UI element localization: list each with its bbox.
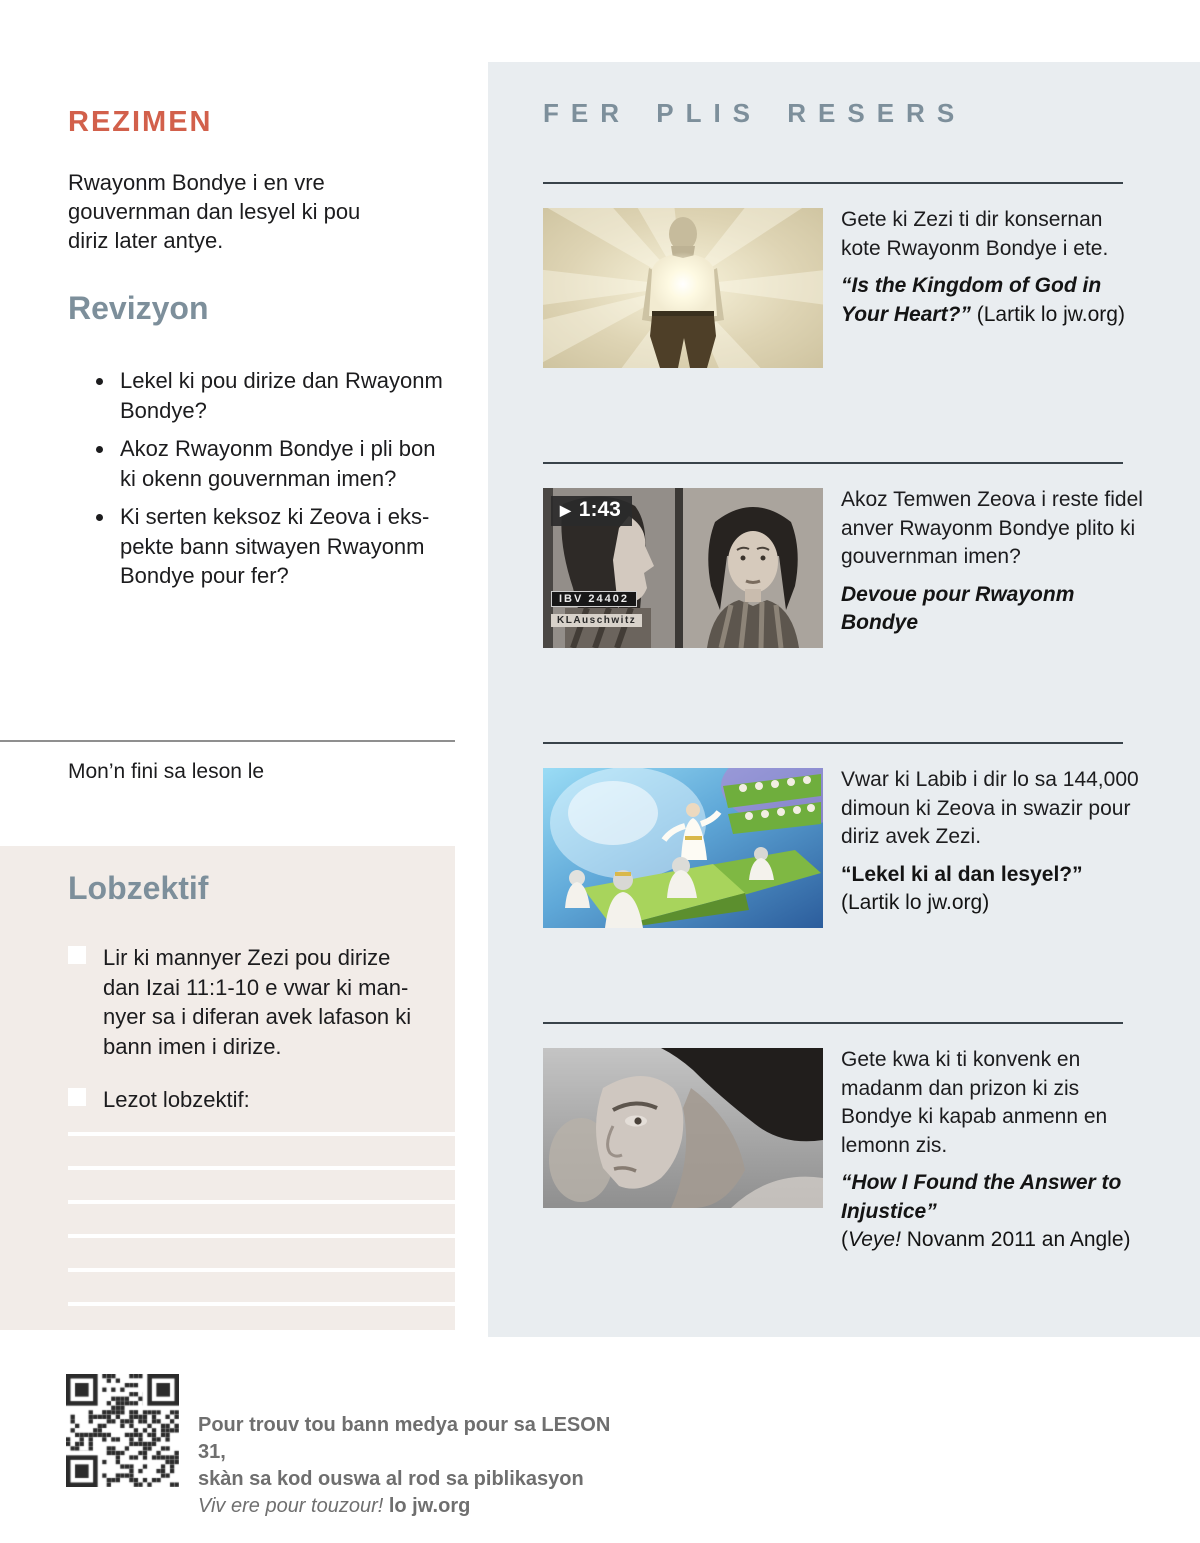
- video-duration-badge: [551, 496, 632, 526]
- reference-source: (Lartik lo jw.org): [970, 302, 1125, 326]
- completion-divider: [0, 740, 455, 742]
- qr-line-2: skàn sa kod ouswa al rod sa piblikasyon: [198, 1468, 584, 1490]
- objective-item: [68, 1085, 433, 1115]
- item-divider: [543, 182, 1123, 184]
- prisoner-number-plate: IBV 24402: [551, 591, 637, 607]
- video-title-link[interactable]: Devoue pour Rwayonm Bondye: [841, 582, 1075, 634]
- article-title-link[interactable]: “Lekel ki al dan lesyel?”: [841, 862, 1083, 886]
- reference-source: (Veye! Novanm 2011 an Angle): [841, 1228, 1131, 1251]
- research-question: Gete ki Zezi ti dir konsernan kote Rwayonm Bondye i ete.: [841, 208, 1109, 260]
- objectives-title: Lobzektif: [68, 870, 209, 906]
- review-title: Revizyon: [68, 290, 209, 326]
- objectives-box: [0, 846, 455, 1330]
- writing-line: [68, 1200, 455, 1204]
- publication-title: Viv ere pour touzour!: [198, 1495, 384, 1517]
- writing-line: [68, 1132, 455, 1136]
- objective-label: Lezot lobzektif:: [103, 1087, 250, 1112]
- video-duration: 1:43: [578, 498, 621, 521]
- item-divider: [543, 462, 1123, 464]
- review-question-list: [92, 366, 448, 600]
- heavenly-rulers-illustration: [543, 768, 823, 928]
- objective-item: [68, 943, 433, 1061]
- research-item: [841, 766, 1143, 918]
- writing-line: [68, 1302, 455, 1306]
- woman-portrait-image: [543, 1048, 823, 1208]
- research-question: Vwar ki Labib i dir lo sa 144,000 dimoun ki Zeova in swazir pour diriz avek Zezi.: [841, 768, 1139, 848]
- summary-title: REZIMEN: [68, 106, 213, 138]
- research-item: [841, 206, 1143, 329]
- completion-date-label: Mon’n fini sa leson le: [68, 760, 265, 783]
- glowing-heart-illustration: [543, 208, 823, 368]
- research-panel: [488, 62, 1200, 1337]
- objective-checkbox[interactable]: [68, 1088, 86, 1106]
- thumbnail-man-glowing-heart[interactable]: [543, 208, 823, 368]
- qr-line-1: Pour trouv tou bann medya pour sa LESON 31,: [198, 1414, 611, 1463]
- writing-line: [68, 1268, 455, 1272]
- thumbnail-woman-portrait[interactable]: [543, 1048, 823, 1208]
- play-icon: ▶: [560, 502, 571, 518]
- item-divider: [543, 742, 1123, 744]
- review-question: • Ki serten keksoz ki Zeova i ekspekte bann sitwayen Rwayonm Bondye pour fer?: [116, 502, 448, 591]
- thumbnail-heavenly-rulers[interactable]: [543, 768, 823, 928]
- article-title-link[interactable]: “How I Found the Answer to Injustice”: [841, 1171, 1122, 1223]
- writing-line: [68, 1166, 455, 1170]
- magazine-title: Veye!: [848, 1228, 901, 1251]
- research-item: [841, 486, 1143, 638]
- review-question: • Akoz Rwayonm Bondye i pli bon ki okenn gouvernman imen?: [116, 434, 448, 493]
- qr-line-3-rest: lo jw.org: [383, 1495, 471, 1517]
- thumbnail-video-prisoner-photos[interactable]: [543, 488, 823, 648]
- research-item: [841, 1046, 1143, 1255]
- review-question: • Lekel ki pou dirize dan Rwayonm Bondye?: [116, 366, 448, 425]
- objective-label: Lir ki mannyer Zezi pou dirize dan Izai 11:1-10 e vwar ki mannyer sa i diferan avek lafason ki bann imen i dirize.: [103, 945, 412, 1059]
- research-question: Akoz Temwen Zeova i reste fidel anver Rwayonm Bondye plito ki gouvernman imen?: [841, 488, 1143, 568]
- writing-line: [68, 1234, 455, 1238]
- summary-body: Rwayonm Bondye i en vre gouvernman dan lesyel ki pou diriz later antye.: [68, 170, 361, 253]
- qr-code: [66, 1374, 179, 1487]
- camp-name-plate: KLAuschwitz: [551, 614, 642, 627]
- item-divider: [543, 1022, 1123, 1024]
- article-title-link[interactable]: “Is the Kingdom of God in Your Heart?”: [841, 274, 1102, 326]
- research-question: Gete kwa ki ti konvenk en madanm dan prizon ki zis Bondye ki kapab anmenn en lemonn zis.: [841, 1048, 1108, 1157]
- objective-checkbox[interactable]: [68, 946, 86, 964]
- qr-instructions: [198, 1412, 638, 1520]
- reference-source: (Lartik lo jw.org): [841, 891, 990, 914]
- research-title: FER PLIS RESERS: [543, 98, 967, 128]
